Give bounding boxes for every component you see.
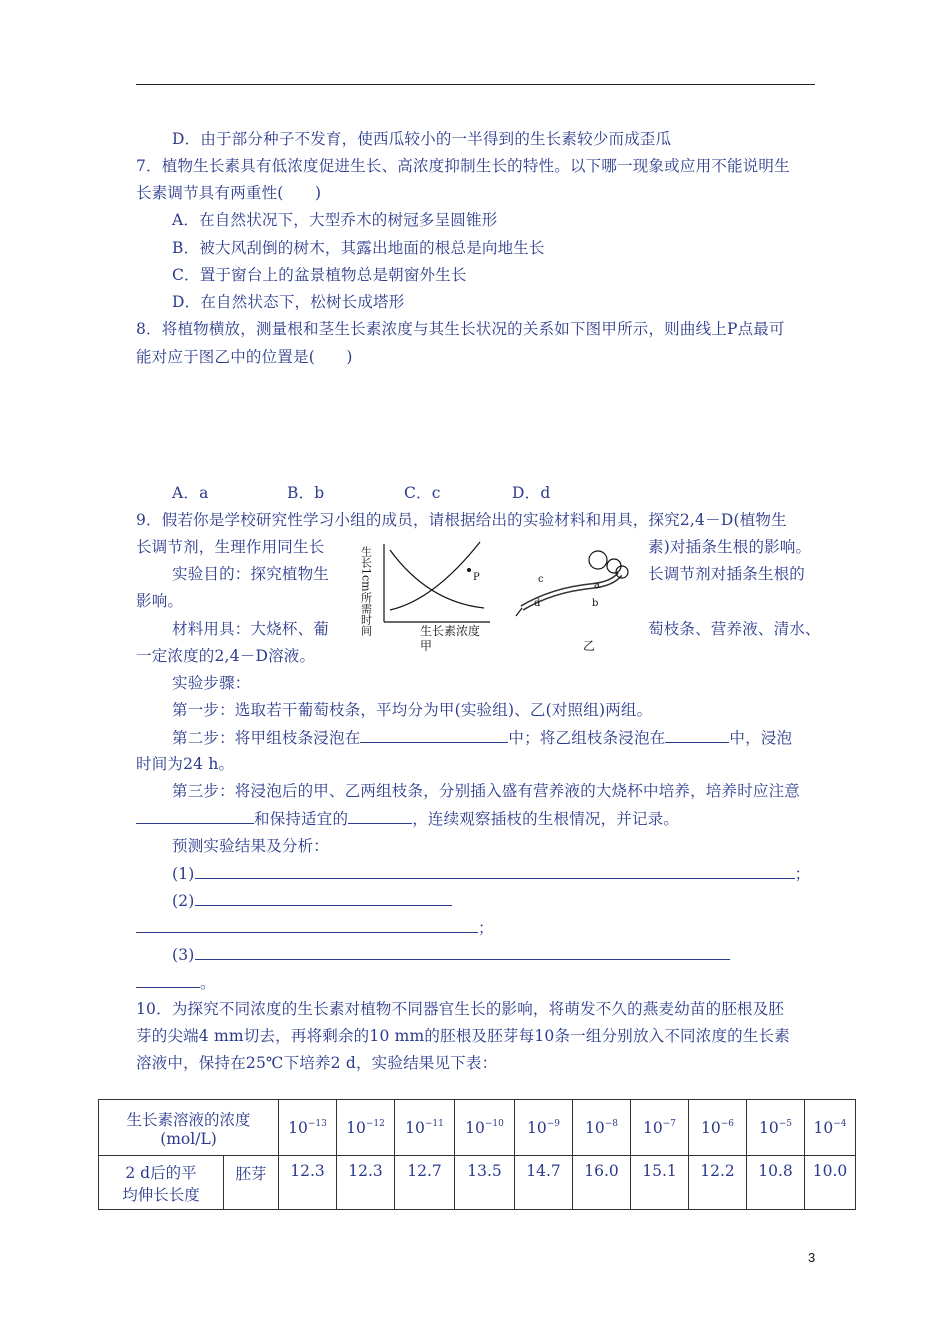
q9-prediction-2-end: ； (136, 917, 494, 938)
header-rule (136, 84, 815, 85)
q8-option-a: A．a (172, 484, 209, 502)
jia-point-p (467, 568, 471, 572)
value-cell: 16.0 (573, 1156, 631, 1210)
q7-stem-line2: 长素调节具有两重性( ) (136, 184, 322, 202)
q9-purpose-end: 影响。 (136, 592, 184, 610)
jia-ylabel: 生长1cm所需时间 (359, 546, 373, 636)
q9-step3-end: 和保持适宜的 ，连续观察插枝的生根情况，并记录。 (136, 808, 679, 829)
blank-step2-b (665, 727, 729, 743)
q7-option-b: B．被大风刮倒的树木，其露出地面的根总是向地生长 (172, 239, 545, 257)
q9-step2-end: 时间为24 h。 (136, 755, 235, 773)
yi-label-c: c (538, 574, 544, 585)
table-row (99, 1156, 856, 1210)
blank-step3-a (136, 808, 254, 824)
row-organ-cell: 胚芽 (224, 1156, 279, 1210)
yi-root-tip (516, 608, 522, 616)
q8-stem-line1: 8．将植物横放，测量根和茎生长素浓度与其生长状况的关系如下图甲所示，则曲线上P点最可 (136, 320, 785, 338)
blank-prediction-1 (195, 863, 795, 879)
conc-cell: $10^{-5}$ (747, 1100, 805, 1156)
q6-option-d: D．由于部分种子不发育，使西瓜较小的一半得到的生长素较少而成歪瓜 (172, 130, 672, 148)
q9-prediction-1: (1) ； (172, 865, 811, 883)
yi-label-a: a (594, 580, 600, 591)
q10-stem-line1: 10．为探究不同浓度的生长素对植物不同器官生长的影响，将萌发不久的燕麦幼苗的胚根及胚 (136, 1000, 785, 1018)
yi-label-d: d (534, 598, 541, 609)
yi-leaf-2 (607, 559, 621, 573)
q9-prediction-heading: 预测实验结果及分析： (172, 837, 330, 855)
conc-cell: $10^{-4}$ (805, 1100, 856, 1156)
q7-option-d: D．在自然状态下，松树长成塔形 (172, 293, 405, 311)
conc-cell: $10^{-9}$ (515, 1100, 573, 1156)
results-table (98, 1099, 856, 1210)
q9-materials-left: 材料用具：大烧杯、葡 (172, 620, 330, 638)
value-cell: 14.7 (515, 1156, 573, 1210)
conc-cell: $10^{-10}$ (455, 1100, 515, 1156)
jia-curve-rising (390, 542, 480, 610)
q9-purpose-left: 实验目的：探究植物生 (172, 565, 330, 583)
jia-caption: 甲 (420, 639, 433, 653)
blank-prediction-2b (136, 917, 478, 933)
page-number: 3 (808, 1250, 816, 1265)
q9-step1: 第一步：选取若干葡萄枝条，平均分为甲(实验组)、乙(对照组)两组。 (172, 701, 653, 719)
blank-prediction-3a (195, 944, 730, 960)
blank-step3-b (348, 808, 412, 824)
q7-option-a: A．在自然状况下，大型乔木的树冠多呈圆锥形 (172, 211, 498, 229)
q9-purpose-right: 长调节剂对插条生根的 (648, 565, 806, 583)
conc-cell: $10^{-12}$ (337, 1100, 395, 1156)
blank-prediction-2a (195, 890, 452, 906)
value-cell: 12.3 (279, 1156, 337, 1210)
blank-step2-a (360, 727, 508, 743)
value-cell: 12.2 (689, 1156, 747, 1210)
q9-step2: 第二步：将甲组枝条浸泡在 中；将乙组枝条浸泡在 中，浸泡 (172, 729, 793, 747)
conc-cell: $10^{-8}$ (573, 1100, 631, 1156)
blank-prediction-3b (136, 972, 200, 988)
q8-option-c: C．c (404, 484, 441, 502)
header-label-cell: 生长素溶液的浓度 (mol/L) (99, 1100, 279, 1156)
q9-materials-end: 一定浓度的2,4－D溶液。 (136, 647, 316, 665)
conc-cell: $10^{-11}$ (395, 1100, 455, 1156)
value-cell: 13.5 (455, 1156, 515, 1210)
figure-yi (516, 551, 628, 616)
value-cell: 12.3 (337, 1156, 395, 1210)
q9-stem-line2-right: 素)对插条生根的影响。 (648, 538, 812, 556)
value-cell: 15.1 (631, 1156, 689, 1210)
q9-prediction-2: (2) (172, 890, 452, 911)
q10-stem-line2: 芽的尖端4 mm切去，再将剩余的10 mm的胚根及胚芽每10条一组分别放入不同浓度的生长素 (136, 1027, 790, 1045)
q9-step3: 第三步：将浸泡后的甲、乙两组枝条，分别插入盛有营养液的大烧杯中培养，培养时应注意 (172, 782, 801, 800)
q9-prediction-3-end: 。 (136, 972, 216, 993)
q9-materials-right: 萄枝条、营养液、清水、 (648, 620, 821, 638)
value-cell: 10.0 (805, 1156, 856, 1210)
jia-curve-falling (390, 550, 484, 608)
q8-stem-line2: 能对应于图乙中的位置是( ) (136, 348, 353, 366)
figure-jia-yi (359, 536, 662, 654)
q9-stem-line2-left: 长调节剂，生理作用同生长 (136, 538, 325, 556)
yi-label-b: b (592, 598, 599, 609)
yi-leaf-1 (589, 551, 607, 569)
q8-option-d: D．d (512, 484, 551, 502)
conc-cell: $10^{-13}$ (279, 1100, 337, 1156)
jia-xlabel: 生长素浓度 (420, 624, 481, 638)
conc-cell: $10^{-7}$ (631, 1100, 689, 1156)
jia-point-label: P (473, 572, 480, 583)
q8-option-b: B．b (287, 484, 325, 502)
q10-stem-line3: 溶液中，保持在25℃下培养2 d，实验结果见下表： (136, 1054, 498, 1072)
q7-option-c: C．置于窗台上的盆景植物总是朝窗外生长 (172, 266, 467, 284)
value-cell: 10.8 (747, 1156, 805, 1210)
row-label-cell: 2 d后的平 均伸长长度 (99, 1156, 224, 1210)
q7-stem-line1: 7．植物生长素具有低浓度促进生长、高浓度抑制生长的特性。以下哪一现象或应用不能说明生 (136, 157, 790, 175)
q9-stem-line1: 9．假若你是学校研究性学习小组的成员，请根据给出的实验材料和用具，探究2,4－D(植物生 (136, 511, 787, 529)
value-cell: 12.7 (395, 1156, 455, 1210)
q9-prediction-3: (3) (172, 944, 730, 965)
yi-caption: 乙 (583, 639, 596, 653)
q9-steps-heading: 实验步骤： (172, 674, 251, 692)
conc-cell: $10^{-6}$ (689, 1100, 747, 1156)
table-header-row (99, 1100, 856, 1156)
